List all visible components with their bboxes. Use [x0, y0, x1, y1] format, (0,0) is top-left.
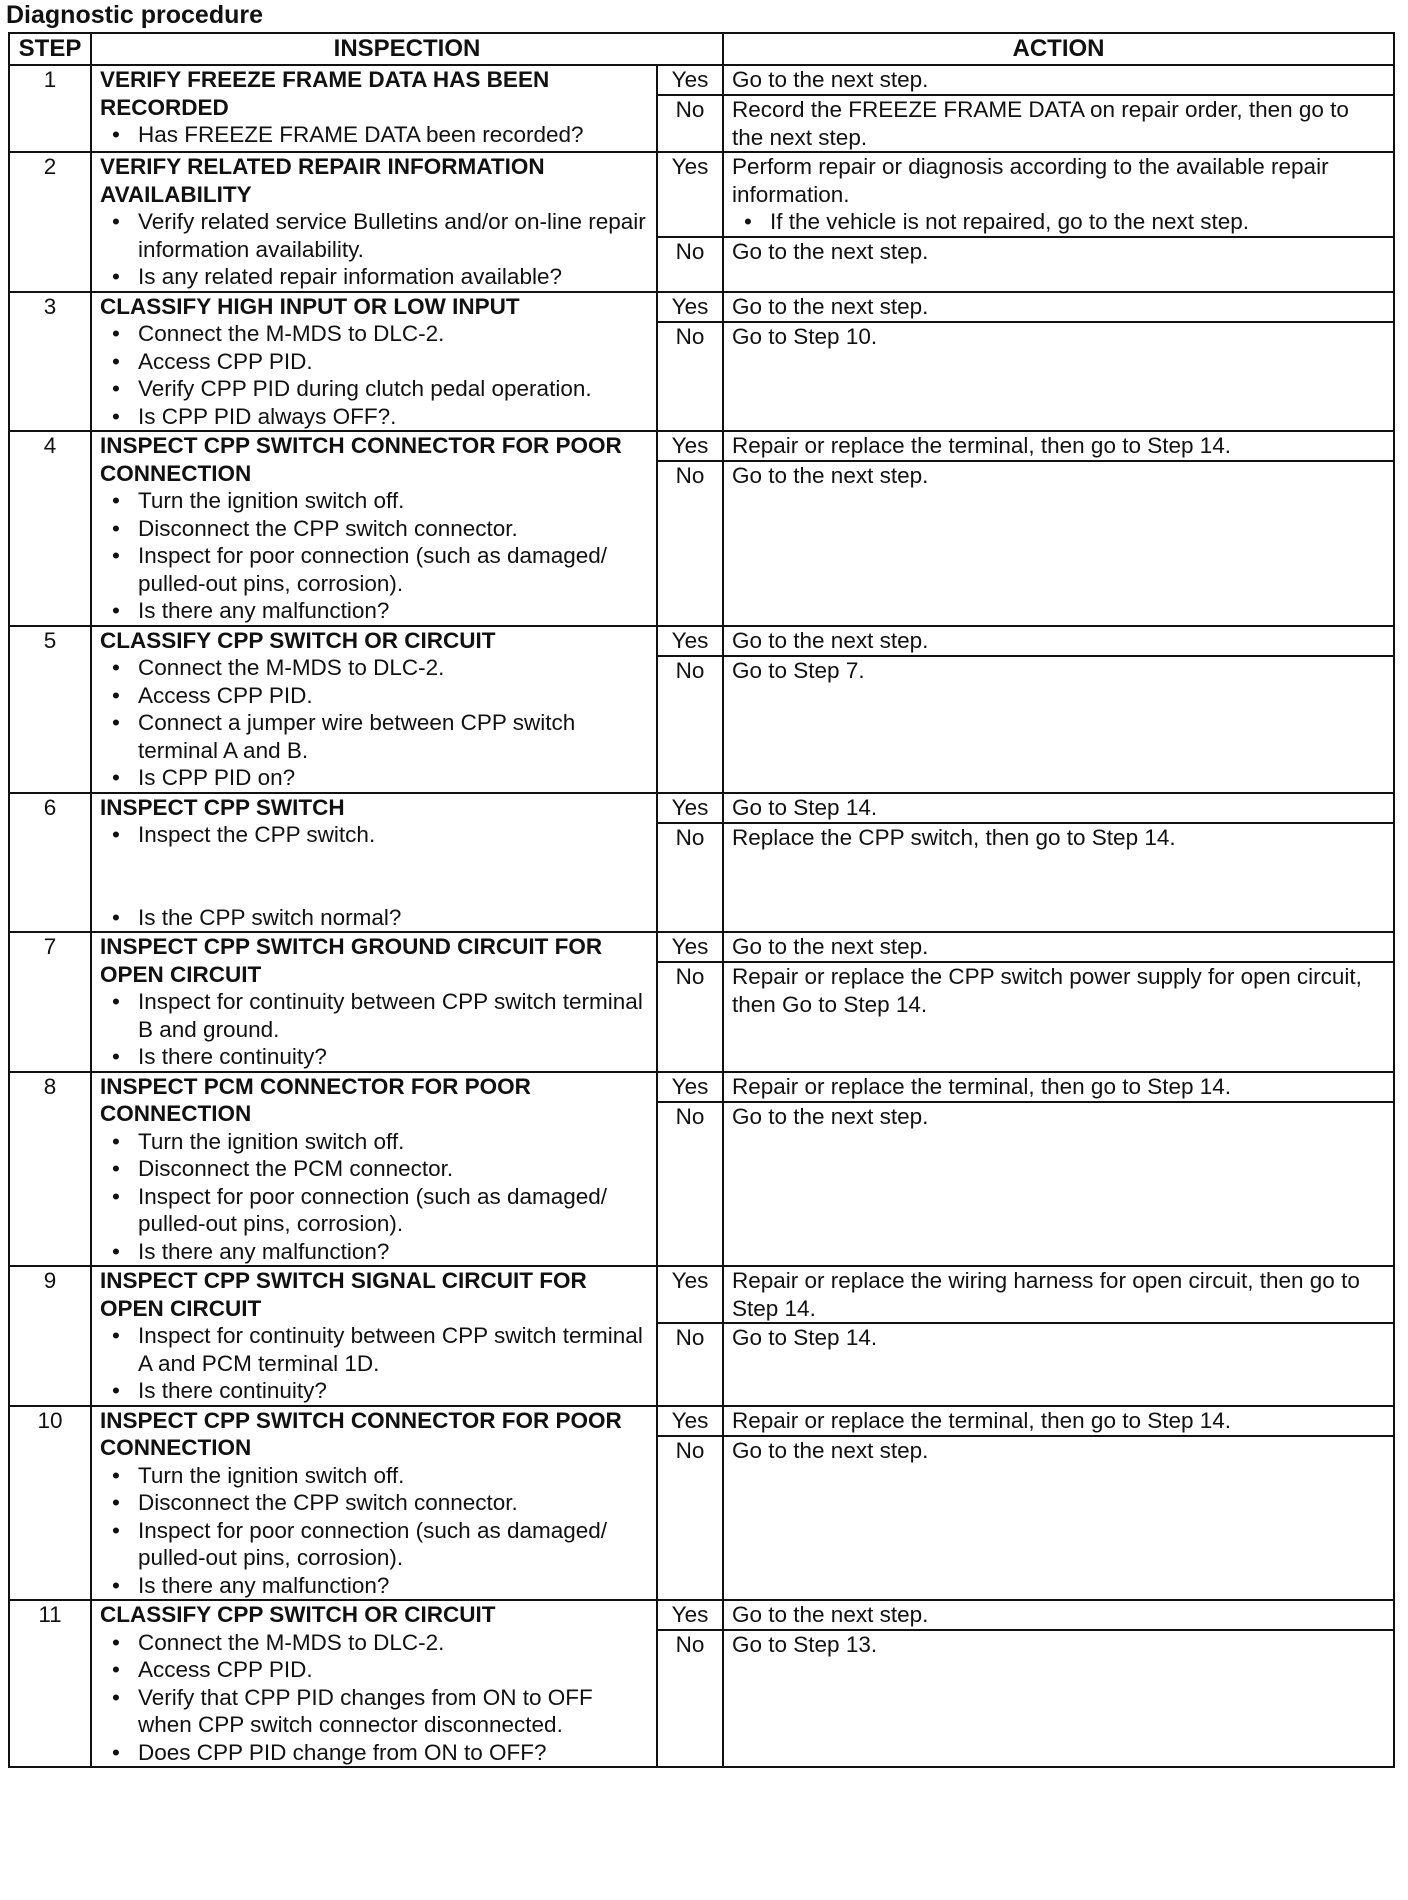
- bullet-item: • Connect the M-MDS to DLC-2.: [100, 320, 648, 348]
- inspection-cell: [91, 932, 657, 1072]
- no-action-text: Go to the next step.: [732, 463, 929, 488]
- bullet-item: • Disconnect the CPP switch connector.: [100, 515, 648, 543]
- yes-action-cell: [723, 1266, 1394, 1323]
- bullet-item: • Disconnect the CPP switch connector.: [100, 1489, 648, 1517]
- yes-label: Yes: [657, 626, 723, 656]
- diagnostic-table: [8, 32, 1395, 1768]
- inspection-cell: [91, 1406, 657, 1601]
- no-label: No: [657, 461, 723, 626]
- yes-action-cell: [723, 1072, 1394, 1102]
- yes-label: Yes: [657, 431, 723, 461]
- inspection-title: INSPECT CPP SWITCH SIGNAL CIRCUIT FOR OPEN CIRCUIT: [100, 1268, 587, 1321]
- yes-label: Yes: [657, 152, 723, 237]
- inspection-bullets: [100, 654, 648, 792]
- step-number: 7: [9, 932, 91, 1072]
- yes-label: Yes: [657, 793, 723, 823]
- table-row: [9, 1072, 1394, 1102]
- no-action-cell: [723, 823, 1394, 933]
- inspection-cell: [91, 626, 657, 793]
- bullet-item: • Connect the M-MDS to DLC-2.: [100, 654, 648, 682]
- bullet-item: • Turn the ignition switch off.: [100, 487, 648, 515]
- bullet-item: • Inspect for continuity between CPP switch terminal A and PCM terminal 1D.: [100, 1322, 648, 1377]
- bullet-item: • Access CPP PID.: [100, 1656, 648, 1684]
- yes-action-text: Repair or replace the wiring harness for open circuit, then go to Step 14.: [732, 1268, 1360, 1321]
- no-action-text: Replace the CPP switch, then go to Step 14.: [732, 824, 1176, 850]
- no-action-cell: [723, 461, 1394, 626]
- table-header-row: [9, 33, 1394, 65]
- no-action-text: Go to the next step.: [732, 238, 929, 264]
- yes-action-text: Go to the next step.: [732, 934, 929, 959]
- table-row: [9, 932, 1394, 962]
- bullet-item: • Is there any malfunction?: [100, 597, 648, 625]
- table-row: [9, 1406, 1394, 1436]
- bullet-item: • Connect the M-MDS to DLC-2.: [100, 1629, 648, 1657]
- bullet-item: • Is CPP PID always OFF?.: [100, 403, 648, 431]
- yes-action-text: Repair or replace the terminal, then go to Step 14.: [732, 1073, 1232, 1099]
- bullet-item: • Verify related service Bulletins and/or on-line repair information availability.: [100, 208, 648, 263]
- step-number: 2: [9, 152, 91, 292]
- no-action-cell: [723, 322, 1394, 432]
- step-number: 10: [9, 1406, 91, 1601]
- bullet-item: • Inspect the CPP switch.: [100, 821, 648, 849]
- yes-action-text: Go to the next step.: [732, 627, 929, 653]
- bullet-item: • Access CPP PID.: [100, 682, 648, 710]
- bullet-item: • Inspect for poor connection (such as damaged/ pulled-out pins, corrosion).: [100, 1183, 648, 1238]
- inspection-bullets: [100, 1629, 648, 1767]
- action-bullets: [732, 208, 1385, 236]
- bullet-item: • Is CPP PID on?: [100, 764, 648, 792]
- inspection-bullets: [100, 208, 648, 291]
- inspection-title: INSPECT CPP SWITCH CONNECTOR FOR POOR CONNECTION: [100, 433, 622, 486]
- inspection-column-header: INSPECTION: [91, 33, 723, 65]
- no-action-cell: [723, 1102, 1394, 1267]
- no-label: No: [657, 962, 723, 1072]
- yes-action-cell: [723, 152, 1394, 237]
- no-label: No: [657, 1630, 723, 1767]
- inspection-bullets: [100, 904, 648, 932]
- no-action-text: Go to the next step.: [732, 1437, 929, 1463]
- yes-action-cell: [723, 793, 1394, 823]
- inspection-cell: [91, 1072, 657, 1267]
- step-number: 1: [9, 65, 91, 152]
- no-label: No: [657, 823, 723, 933]
- bullet-item: • Turn the ignition switch off.: [100, 1128, 648, 1156]
- inspection-cell: [91, 1266, 657, 1406]
- step-number: 5: [9, 626, 91, 793]
- inspection-bullets: [100, 1462, 648, 1600]
- yes-action-cell: [723, 1600, 1394, 1630]
- no-action-cell: [723, 1323, 1394, 1406]
- yes-action-text: Go to the next step.: [732, 293, 929, 319]
- bullet-item: • Is there continuity?: [100, 1043, 648, 1071]
- yes-label: Yes: [657, 1406, 723, 1436]
- table-row: [9, 793, 1394, 823]
- no-label: No: [657, 322, 723, 432]
- yes-action-text: Repair or replace the terminal, then go to Step 14.: [732, 1407, 1232, 1433]
- bullet-item: • Verify that CPP PID changes from ON to OFF when CPP switch connector disconnected.: [100, 1684, 648, 1739]
- bullet-item: • Is there any malfunction?: [100, 1572, 648, 1600]
- table-row: [9, 1600, 1394, 1630]
- inspection-cell: [91, 431, 657, 626]
- page-title: Diagnostic procedure: [6, 1, 263, 29]
- yes-action-cell: [723, 626, 1394, 656]
- step-number: 3: [9, 292, 91, 432]
- bullet-item: • Turn the ignition switch off.: [100, 1462, 648, 1490]
- step-number: 8: [9, 1072, 91, 1267]
- inspection-bullets: [100, 121, 648, 149]
- bullet-item: • If the vehicle is not repaired, go to the next step.: [732, 208, 1385, 236]
- inspection-title: VERIFY RELATED REPAIR INFORMATION AVAILABILITY: [100, 154, 545, 207]
- no-action-text: Go to the next step.: [732, 1103, 929, 1129]
- bullet-item: • Is there continuity?: [100, 1377, 648, 1405]
- yes-action-cell: [723, 932, 1394, 962]
- no-action-text: Go to Step 10.: [732, 323, 878, 349]
- no-action-text: Repair or replace the CPP switch power supply for open circuit, then Go to Step 14.: [732, 964, 1362, 1017]
- bullet-item: • Inspect for continuity between CPP switch terminal B and ground.: [100, 988, 648, 1043]
- no-action-text: Go to Step 7.: [732, 657, 865, 683]
- no-label: No: [657, 1436, 723, 1601]
- table-row: [9, 431, 1394, 461]
- bullet-item: • Is any related repair information available?: [100, 263, 648, 291]
- yes-label: Yes: [657, 292, 723, 322]
- no-action-text: Go to Step 14.: [732, 1325, 878, 1350]
- inspection-bullets: [100, 320, 648, 430]
- yes-action-cell: [723, 292, 1394, 322]
- table-row: [9, 1266, 1394, 1323]
- inspection-title: CLASSIFY CPP SWITCH OR CIRCUIT: [100, 627, 496, 653]
- no-action-text: Go to Step 13.: [732, 1632, 878, 1657]
- bullet-item: • Is there any malfunction?: [100, 1238, 648, 1266]
- bullet-item: • Verify CPP PID during clutch pedal operation.: [100, 375, 648, 403]
- inspection-cell: [91, 152, 657, 292]
- table-row: [9, 626, 1394, 656]
- inspection-title: INSPECT CPP SWITCH: [100, 794, 345, 820]
- yes-action-text: Perform repair or diagnosis according to the available repair information.: [732, 154, 1329, 207]
- inspection-title: INSPECT CPP SWITCH CONNECTOR FOR POOR CONNECTION: [100, 1407, 622, 1460]
- inspection-bullets: [100, 1322, 648, 1405]
- inspection-bullets: [100, 821, 648, 849]
- inspection-title: CLASSIFY CPP SWITCH OR CIRCUIT: [100, 1602, 496, 1627]
- no-label: No: [657, 237, 723, 292]
- action-column-header: ACTION: [723, 33, 1394, 65]
- inspection-title: CLASSIFY HIGH INPUT OR LOW INPUT: [100, 293, 520, 319]
- inspection-bullets: [100, 1128, 648, 1266]
- step-column-header: STEP: [9, 33, 91, 65]
- inspection-cell: [91, 793, 657, 933]
- step-number: 4: [9, 431, 91, 626]
- yes-action-cell: [723, 1406, 1394, 1436]
- no-label: No: [657, 1323, 723, 1406]
- yes-action-text: Repair or replace the terminal, then go to Step 14.: [732, 433, 1232, 458]
- inspection-cell: [91, 292, 657, 432]
- inspection-bullets: [100, 988, 648, 1071]
- bullet-item: • Disconnect the PCM connector.: [100, 1155, 648, 1183]
- no-label: No: [657, 95, 723, 152]
- inspection-title: VERIFY FREEZE FRAME DATA HAS BEEN RECORDED: [100, 67, 550, 120]
- no-label: No: [657, 1102, 723, 1267]
- spacer: [100, 849, 648, 904]
- inspection-cell: [91, 1600, 657, 1767]
- no-action-cell: [723, 962, 1394, 1072]
- bullet-item: • Inspect for poor connection (such as damaged/ pulled-out pins, corrosion).: [100, 1517, 648, 1572]
- bullet-item: • Inspect for poor connection (such as damaged/ pulled-out pins, corrosion).: [100, 542, 648, 597]
- no-action-cell: [723, 656, 1394, 793]
- no-label: No: [657, 656, 723, 793]
- table-row: [9, 292, 1394, 322]
- inspection-bullets: [100, 487, 648, 625]
- no-action-cell: [723, 1436, 1394, 1601]
- step-number: 11: [9, 1600, 91, 1767]
- yes-label: Yes: [657, 1072, 723, 1102]
- yes-label: Yes: [657, 65, 723, 95]
- step-number: 9: [9, 1266, 91, 1406]
- inspection-cell: [91, 65, 657, 152]
- yes-action-text: Go to the next step.: [732, 67, 929, 92]
- step-number: 6: [9, 793, 91, 933]
- yes-action-cell: [723, 65, 1394, 95]
- bullet-item: • Is the CPP switch normal?: [100, 904, 648, 932]
- bullet-item: • Connect a jumper wire between CPP switch terminal A and B.: [100, 709, 648, 764]
- bullet-item: • Access CPP PID.: [100, 348, 648, 376]
- yes-action-text: Go to the next step.: [732, 1602, 929, 1627]
- no-action-cell: [723, 95, 1394, 152]
- yes-label: Yes: [657, 1266, 723, 1323]
- no-action-cell: [723, 1630, 1394, 1767]
- no-action-text: Record the FREEZE FRAME DATA on repair order, then go to the next step.: [732, 97, 1349, 150]
- no-action-cell: [723, 237, 1394, 292]
- yes-label: Yes: [657, 932, 723, 962]
- bullet-item: • Does CPP PID change from ON to OFF?: [100, 1739, 648, 1767]
- bullet-item: • Has FREEZE FRAME DATA been recorded?: [100, 121, 648, 149]
- table-row: [9, 65, 1394, 95]
- table-row: [9, 152, 1394, 237]
- yes-action-cell: [723, 431, 1394, 461]
- inspection-title: INSPECT PCM CONNECTOR FOR POOR CONNECTION: [100, 1073, 531, 1126]
- yes-action-text: Go to Step 14.: [732, 794, 878, 820]
- inspection-title: INSPECT CPP SWITCH GROUND CIRCUIT FOR OPEN CIRCUIT: [100, 934, 603, 987]
- yes-label: Yes: [657, 1600, 723, 1630]
